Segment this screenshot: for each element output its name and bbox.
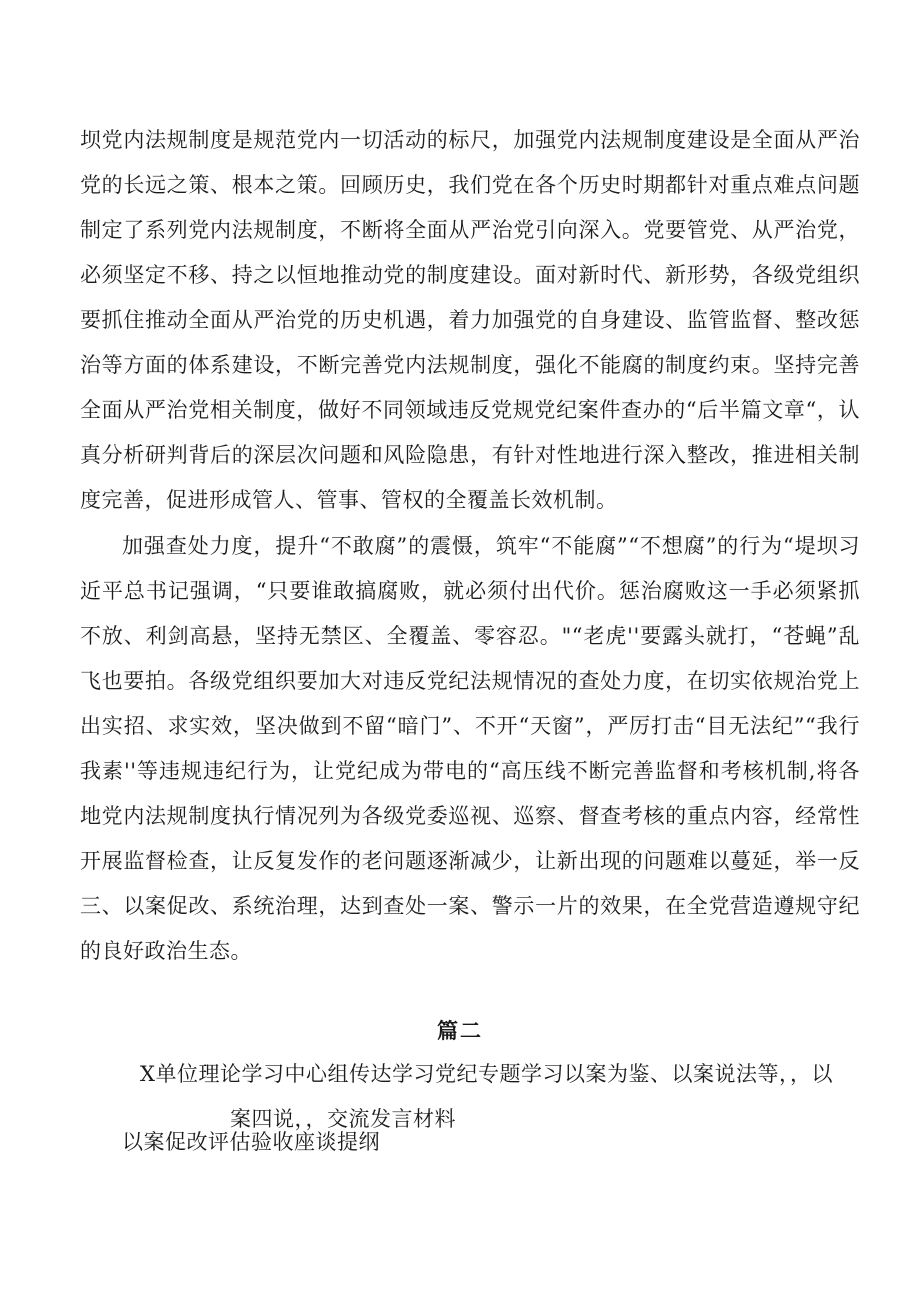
subtitle-line-1: X单位理论学习中心组传达学习党纪专题学习以案为鉴、以案说法等，，以 [140,1062,833,1086]
body-paragraph-2: 加强查处力度，提升“不敢腐”的震慑，筑牢“不能腐”“不想腐”的行为“堤坝习近平总书记强调，“只要谁敢搞腐败，就必须付出代价。惩治腐败这一手必须紧抓不放、利剑高悬，坚持无禁区、全覆盖、零容忍。"“老虎''要露头就打，“苍蝇”乱飞也要拍。各级党组织要加大对违反党纪法规情况的查处力度，在切实依规治党上出实招、求实效，坚决做到不留“暗门”、不开“天窗”，严厉打击“目无法纪”“我行我素''等违规违纪行为，让党纪成为带电的“高压线不断完善监督和考核机制,将各地党内法规制度执行情况列为各级党委巡视、巡察、督查考核的重点内容，经常性开展监督检查，让反复发作的老问题逐渐减少，让新出现的问题难以蔓延，举一反三、以案促改、系统治理，达到查处一案、警示一片的效果，在全党营造遵规守纪的良好政治生态。 [80,534,860,963]
body-paragraph-1: 坝党内法规制度是规范党内一切活动的标尺，加强党内法规制度建设是全面从严治党的长远之策、根本之策。回顾历史，我们党在各个历史时期都针对重点难点问题制定了系列党内法规制度，不断将全面从严治党引向深入。党要管党、从严治党，必须坚定不移、持之以恒地推动党的制度建设。面对新时代、新形势，各级党组织要抓住推动全面从严治党的历史机遇，着力加强党的自身建设、监管监督、整改惩治等方面的体系建设，不断完善党内法规制度，强化不能腐的制度约束。坚持完善全面从严治党相关制度，做好不同领域违反党规党纪案件查办的“后半篇文章“，认真分析研判背后的深层次问题和风险隐患，有针对性地进行深入整改，推进相关制度完善，促进形成管人、管事、管权的全覆盖长效机制。 [80,128,860,512]
subtitle-line-2: 案四说，，交流发言材料 [230,1107,456,1131]
outline-title: 以案促改评估验收座谈提纲 [122,1130,380,1154]
section-heading: 篇二 [437,1018,483,1043]
